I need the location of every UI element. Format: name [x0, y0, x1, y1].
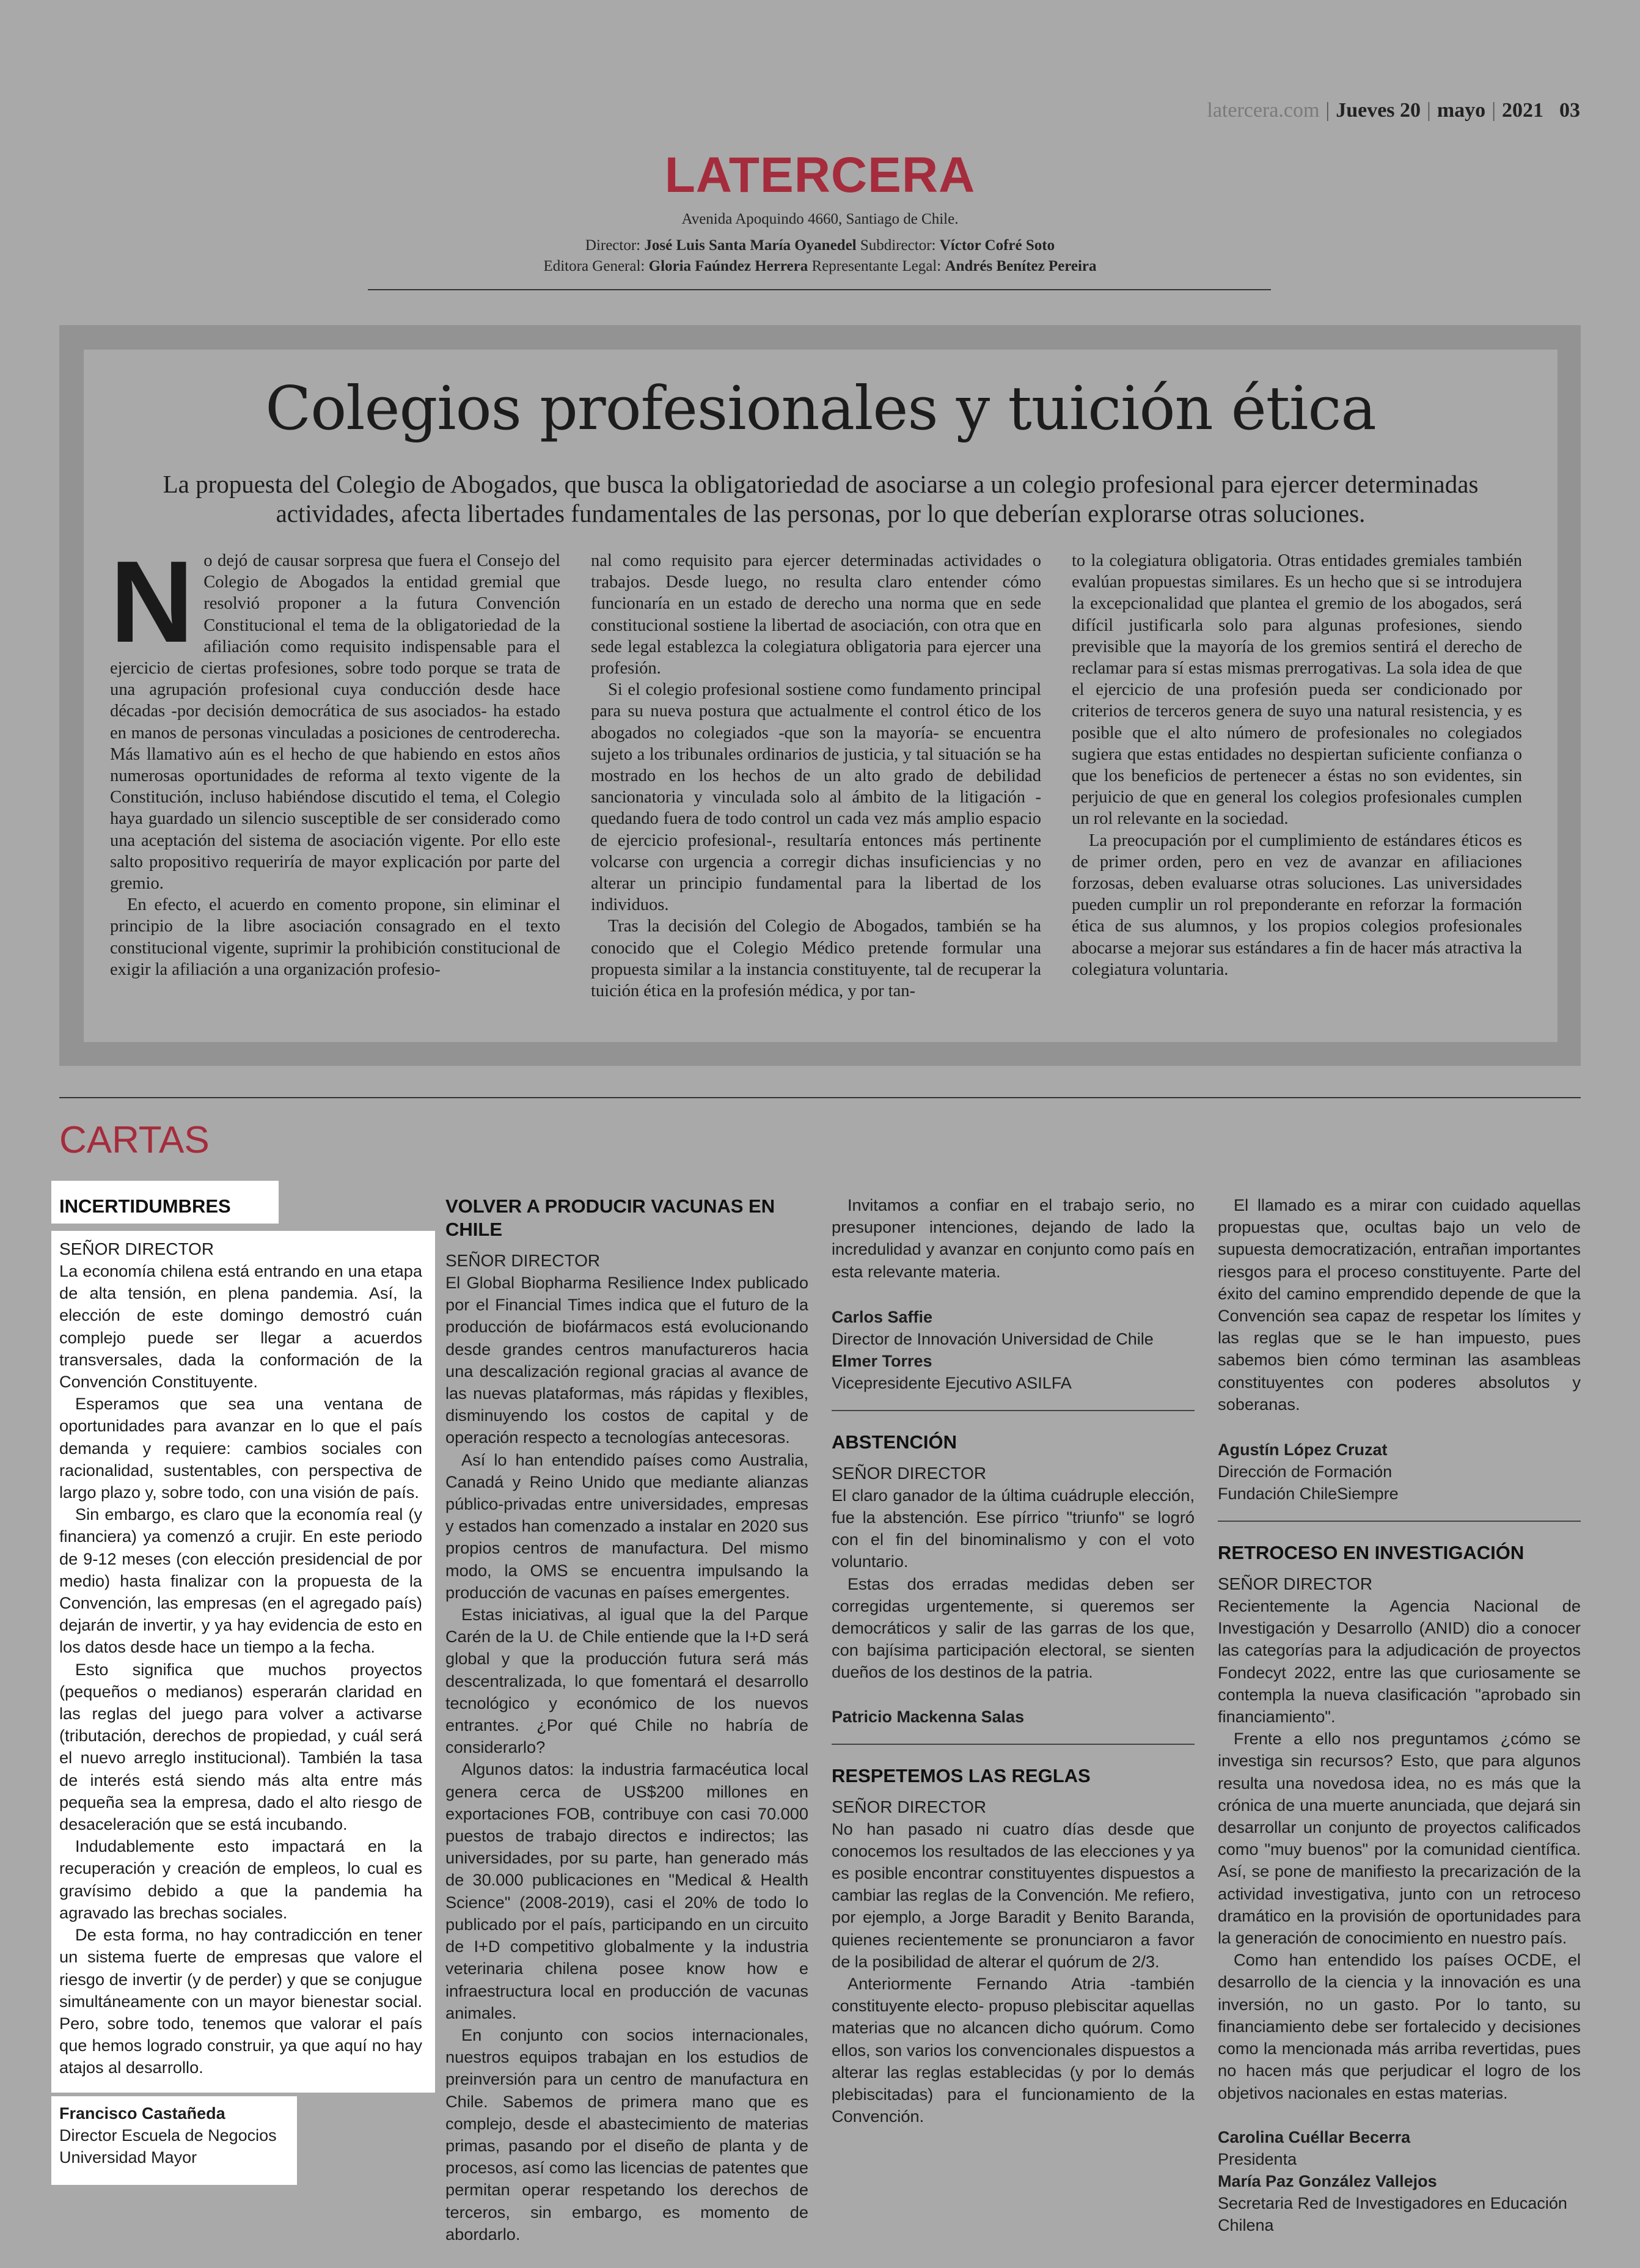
letter-salutation: SEÑOR DIRECTOR	[1218, 1574, 1373, 1594]
letter-paragraph: El llamado es a mirar con cuidado aquellas propuestas que, ocultas bajo un velo de supuesta democratización, entrañan importantes riesgos para el proceso constituyente. Parte del éxito del camino emprendido depende de que la Convención sea capaz de respetar los límites y las reglas que se le han impuesto, pues sabemos bien cómo terminan las asambleas constituyentes con poderes absolutos y soberanas.	[1218, 1195, 1581, 1414]
letter-divider	[1218, 1521, 1581, 1522]
masthead-logo: LATERCERA	[664, 147, 976, 203]
editorial-column-2	[591, 550, 1041, 1002]
letter-paragraph: La economía chilena está entrando en una etapa de alta tensión, en plena pandemia. Así, la elección de este domingo demostró cuán complejo puede ser llegar a acuerdos transversales, dada la conformación de la Convención Constituyente.	[59, 1261, 422, 1392]
letter-paragraph: Algunos datos: la industria farmacéutica local genera cerca de US$200 millones en exportaciones FOB, contribuye con casi 70.000 puestos de trabajo directos e indirectos; las universidades, por su parte, han generado más de 30.000 publicaciones en "Medical & Health Science" (2008-2019), casi el 20% de todo lo publicado por el país, participando en un circuito de I+D competitivo globalmente y la industria veterinaria chilena posee know how e infraestructura local en producción de vacunas animales.	[445, 1760, 808, 2022]
letter-body	[832, 1818, 1195, 2128]
signer-name: Francisco Castañeda	[59, 2104, 225, 2123]
letter-paragraph: Anteriormente Fernando Atria -también constituyente electo- propuso plebiscitar aquellas materias que no alcancen dicho quórum. Como ellos, son varios los convencionales dispuestos a alterar las reglas establecidas (y por lo demás plebiscitadas) para el funcionamiento de la Convención.	[832, 1974, 1195, 2126]
letter-paragraph: De esta forma, no hay contradicción en tener un sistema fuerte de empresas que valore el riesgo de invertir (y de perder) y que se conjugue simultáneamente con un mayor bienestar social. Pero, sobre todo, tenemos que valorar el país que hemos logrado construir, ya que aquí no hay atajos al desarrollo.	[59, 1925, 422, 2077]
letter-paragraph: Sin embargo, es claro que la economía real (y financiera) ya comenzó a crujir. En este periodo de 9-12 meses (con elección presidencial de por medio) hasta finalizar con la propuesta de la Convención, las empresas (en el agregado país) dejarán de invertir, y ya hay evidencia de esto en los datos desde hace un tiempo a la fecha.	[59, 1505, 422, 1657]
letter-headline: INCERTIDUMBRES	[59, 1195, 231, 1217]
letter-incertidumbres	[59, 1230, 422, 2079]
address-line: Avenida Apoquindo 4660, Santiago de Chile.	[681, 211, 959, 227]
letter-body	[59, 1260, 422, 2079]
letter-paragraph: Indudablemente esto impactará en la recuperación y creación de empleos, lo cual es gravísimo debido a que la pandemia ha agravado las brechas sociales.	[59, 1837, 422, 1922]
editorial-paragraph: nal como requisito para ejercer determinadas actividades o trabajos. Desde luego, no resulta claro entender cómo funcionaría en un estado de derecho una norma que en sede constitucional sostiene la libertad de asociación, con otra que en sede legal establezca la colegiatura obligatoria para ejercer una profesión.	[591, 551, 1041, 678]
signer-role: Vicepresidente Ejecutivo ASILFA	[832, 1373, 1072, 1392]
editorial-column-3	[1072, 550, 1522, 980]
letter-body	[1218, 1595, 1581, 2104]
letter-headline: VOLVER A PRODUCIR VACUNAS EN CHILE	[445, 1195, 775, 1240]
letter-vacunas	[445, 1195, 808, 2245]
staff-line-2: Editora General: Gloria Faúndez Herrera Representante Legal: Andrés Benítez Pereira	[543, 258, 1097, 274]
editorial-paragraph: Tras la decisión del Colegio de Abogados, también se ha conocido que el Colegio Médico pretende formular una propuesta similar a la instancia constituyente, tal de recuperar la tuición ética en la profesión médica, y por tan-	[591, 917, 1041, 1001]
letter-signature	[1218, 2126, 1581, 2236]
editorial-paragraph: La preocupación por el cumplimiento de estándares éticos es de primer orden, pero en vez de avanzar en afiliaciones forzosas, deben evaluarse otras soluciones. Las universidades pueden cumplir un rol preponderante en reforzar la formación ética de sus alumnos, y los propios colegios profesionales abocarse a mejorar sus estándares a fin de hacer más atractiva la colegiatura voluntaria.	[1072, 831, 1522, 979]
letter-headline: RETROCESO EN INVESTIGACIÓN	[1218, 1542, 1525, 1564]
letter-body-continued	[832, 1194, 1195, 1283]
letter-paragraph: En conjunto con socios internacionales, nuestros equipos trabajan en los estudios de preinversión para un centro de manufactura en Chile. Sabemos de primera mano que es complejo, desde el abastecimiento de materias primas, pasando por el diseño de planta y de procesos, así como las licencias de patentes que permitan operar respetando los derechos de terceros, sin embargo, es momento de abordarlo.	[445, 2025, 808, 2244]
signer-role: Fundación ChileSiempre	[1218, 1484, 1399, 1503]
signer-role: Secretaria Red de Investigadores en Educación Chilena	[1218, 2193, 1567, 2234]
signer-role: Director de Innovación Universidad de Chile	[832, 1329, 1154, 1348]
letter-headline: RESPETEMOS LAS REGLAS	[832, 1764, 1091, 1786]
editorial-paragraph: En efecto, el acuerdo en comento propone, sin eliminar el principio de la libre asociación consagrado en el texto constitucional vigente, suprimir la prohibición constitucional de exigir la afiliación a una organización profesio-	[110, 895, 560, 979]
editorial-paragraph: to la colegiatura obligatoria. Otras entidades gremiales también evalúan propuestas similares. Es un hecho que si se introdujera la excepcionalidad que plantea el gremio de los abogados, será difícil justificarla solo para algunas profesiones, siendo previsible que la mayoría de los gremios sentirá el derecho de reclamar para sí estas mismas prerrogativas. La sola idea de que el ejercicio de una profesión pueda ser condicionado por criterios de terceros genera de suyo una natural resistencia, y es posible que el alto número de profesionales no colegiados sugiera que estas entidades no despiertan suficiente confianza o que los beneficios de pertenecer a éstas no son evidentes, sin perjuicio de que en general los colegios profesionales cumplen un rol relevante en la sociedad.	[1072, 551, 1522, 829]
letter-signature	[1218, 1439, 1581, 1505]
letter-signature	[59, 2102, 291, 2168]
signer-name: Carolina Cuéllar Becerra	[1218, 2127, 1411, 2146]
site-name[interactable]: latercera.com	[1207, 99, 1320, 122]
folio-month: mayo	[1437, 99, 1486, 122]
letter-salutation: SEÑOR DIRECTOR	[445, 1251, 601, 1270]
letter-salutation: SEÑOR DIRECTOR	[832, 1797, 987, 1816]
editorial-lead: La propuesta del Colegio de Abogados, que busca la obligatoriedad de asociarse a un colegio profesional para ejercer determinadas actividades, afecta libertades fundamentales de las personas, por lo que deberían explorarse otras soluciones.	[163, 470, 1479, 527]
letter-paragraph: Invitamos a confiar en el trabajo serio, no presuponer intenciones, dejando de lado la incredulidad y avanzar en conjunto como país en esta relevante materia.	[832, 1195, 1195, 1281]
signer-name: Carlos Saffie	[832, 1307, 933, 1326]
section-divider	[59, 1097, 1581, 1098]
signer-role: Universidad Mayor	[59, 2148, 197, 2167]
letter-body	[832, 1484, 1195, 1684]
letter-paragraph: Así lo han entendido países como Australia, Canadá y Reino Unido que mediante alianzas público-privadas entre universidades, empresas y estados han comenzado a instalar en 2020 sus propios centros de manufactura. Del mismo modo, la OMS se encuentra impulsando la producción de vacunas en países emergentes.	[445, 1450, 808, 1602]
letter-paragraph: Estas dos erradas medidas deben ser corregidas urgentemente, si queremos ser democráticos y salir de las garras de los que, con bajísima participación electoral, se sienten dueños de los destinos de la patria.	[832, 1574, 1195, 1682]
letter-paragraph: Estas iniciativas, al igual que la del Parque Carén de la U. de Chile entiende que la I+D será global y que la producción futura será más descentralizada, lo que fomentará el desarrollo tecnológico y económico de los nuevos entrantes. ¿Por qué Chile no habría de considerarlo?	[445, 1605, 808, 1757]
letter-body-continued	[1218, 1194, 1581, 1415]
signer-role: Dirección de Formación	[1218, 1462, 1393, 1481]
letter-divider	[832, 1410, 1195, 1411]
editorial-column-1	[110, 537, 560, 980]
letter-paragraph: No han pasado ni cuatro días desde que conocemos los resultados de las elecciones y ya es posible encontrar constituyentes dispuestos a cambiar las reglas de la Convención. Me refiero, por ejemplo, a Jorge Baradit y Benito Baranda, quienes recientemente se pronunciaron a favor de la posibilidad de alterar el quórum de 2/3.	[832, 1819, 1195, 1971]
letter-paragraph: El Global Biopharma Resilience Index publicado por el Financial Times indica que el futuro de la producción de biofármacos está evolucionando desde grandes centros manufactureros hacia una descalización regional gracias al avance de las nuevas plataformas, más rápidas y flexibles, disminuyendo los costos de capital y de operación respecto a tecnologías antecesoras.	[445, 1273, 808, 1447]
letter-signature	[832, 1306, 1195, 1394]
letter-paragraph: El claro ganador de la última cuádruple elección, fue la abstención. Ese pírrico "triunfo" se logró con el fin del binominalismo y con el voto voluntario.	[832, 1485, 1195, 1571]
folio-year: 2021	[1502, 99, 1543, 122]
editorial-title: Colegios profesionales y tuición ética	[265, 374, 1376, 444]
page-folio: latercera.com | Jueves 20 | mayo | 2021 03	[1207, 99, 1580, 122]
letter-paragraph: Como han entendido los países OCDE, el desarrollo de la ciencia y la innovación es una inversión, no un gasto. Por lo tanto, su financiamiento debe ser fortalecido y decisiones como la mencionada más arriba revertidas, pues no hacen más que perjudicar el logro de los objetivos nacionales en estas materias.	[1218, 1950, 1581, 2102]
signer-role: Presidenta	[1218, 2149, 1297, 2168]
signer-name: Elmer Torres	[832, 1351, 932, 1370]
header-divider	[368, 289, 1271, 290]
letters-column-4	[1218, 1194, 1581, 2236]
letter-divider	[832, 1744, 1195, 1745]
signer-name: María Paz González Vallejos	[1218, 2171, 1437, 2190]
staff-line-1: Director: José Luis Santa María Oyanedel Subdirector: Víctor Cofré Soto	[585, 237, 1055, 254]
signer-role: Director Escuela de Negocios	[59, 2126, 277, 2145]
folio-day: Jueves 20	[1336, 99, 1421, 122]
drop-cap: N	[110, 537, 194, 667]
letter-signature	[832, 1706, 1195, 1728]
letter-paragraph: Frente a ello nos preguntamos ¿cómo se investiga sin recursos? Esto, que para algunos resulta una novedosa idea, no es más que la crónica de una muerte anunciada, que dejará sin desarrollar un conjunto de proyectos calificados como "muy buenos" por la comunidad científica. Así, se pone de manifiesto la precarización de la actividad investigativa, junto con un retroceso dramático en la provisión de oportunidades para la generación de conocimiento en nuestro país.	[1218, 1729, 1581, 1948]
letter-paragraph: Recientemente la Agencia Nacional de Investigación y Desarrollo (ANID) dio a conocer las categorías para la adjudicación de proyectos Fondecyt 2022, entre las que curiosamente se contempla la nueva clasificación "aprobado sin financiamiento".	[1218, 1596, 1581, 1727]
cartas-section-title: CARTAS	[59, 1119, 210, 1161]
editorial-paragraph: Si el colegio profesional sostiene como fundamento principal para su nueva postura que actualmente el control ético de los abogados no colegiados -que son la mayoría- se encuentra sujeto a los tribunales ordinarios de justicia, y tal situación se ha mostrado en los hechos de un alto grado de debilidad sancionatoria y vinculada solo al ámbito de la litigación -quedando fuera de todo control un cada vez más amplio espacio de ejercicio profesional-, resultaría entonces más pertinente volcarse con urgencia a corregir dichas insuficiencias y no alterar un principio fundamental para la libertad de los individuos.	[591, 680, 1041, 915]
letter-salutation: SEÑOR DIRECTOR	[59, 1239, 214, 1258]
letter-paragraph: Esto significa que muchos proyectos (pequeños o medianos) esperarán claridad en las reglas del juego para volver a activarse (tributación, derechos de propiedad, y cuál será el nuevo arreglo institucional). También la tasa de interés está siendo más alta entre más pequeña sea la empresa, dado el alto riesgo de desaceleración que se está incubando.	[59, 1659, 422, 1834]
editorial-paragraph: o dejó de causar sorpresa que fuera el Consejo del Colegio de Abogados la entidad gremial que resolvió proponer a la futura Convención Constitucional el tema de la obligatoriedad de la afiliación como requisito indispensable para el ejercicio de ciertas profesiones, sobre todo porque se trata de una agrupación profesional cuya conducción desde hace décadas -por decisión democrática de sus asociados- ha estado en manos de personas vinculadas a posiciones de centroderecha. Más llamativo aún es el hecho de que habiendo en estos años numerosas oportunidades de reforma al texto vigente de la Constitución, incluso habiéndose discutido el tema, el Colegio haya guardado un silencio susceptible de ser considerado como una aceptación del sistema de asociación vigente. Por ello este salto propositivo requeriría de mayor explicación por parte del gremio.	[110, 551, 560, 894]
letter-headline: ABSTENCIÓN	[832, 1431, 957, 1453]
letter-salutation: SEÑOR DIRECTOR	[832, 1463, 987, 1483]
letter-paragraph: Esperamos que sea una ventana de oportunidades para avanzar en lo que el país demanda y requiere: cambios sociales con racionalidad, sustentables, con perspectiva de largo plazo y, sobre todo, con una visión de país.	[59, 1394, 422, 1502]
letter-body	[445, 1272, 808, 2245]
signer-name: Agustín López Cruzat	[1218, 1440, 1388, 1459]
signer-name: Patricio Mackenna Salas	[832, 1707, 1025, 1726]
letters-column-3	[832, 1194, 1195, 2127]
page-number: 03	[1559, 99, 1580, 122]
